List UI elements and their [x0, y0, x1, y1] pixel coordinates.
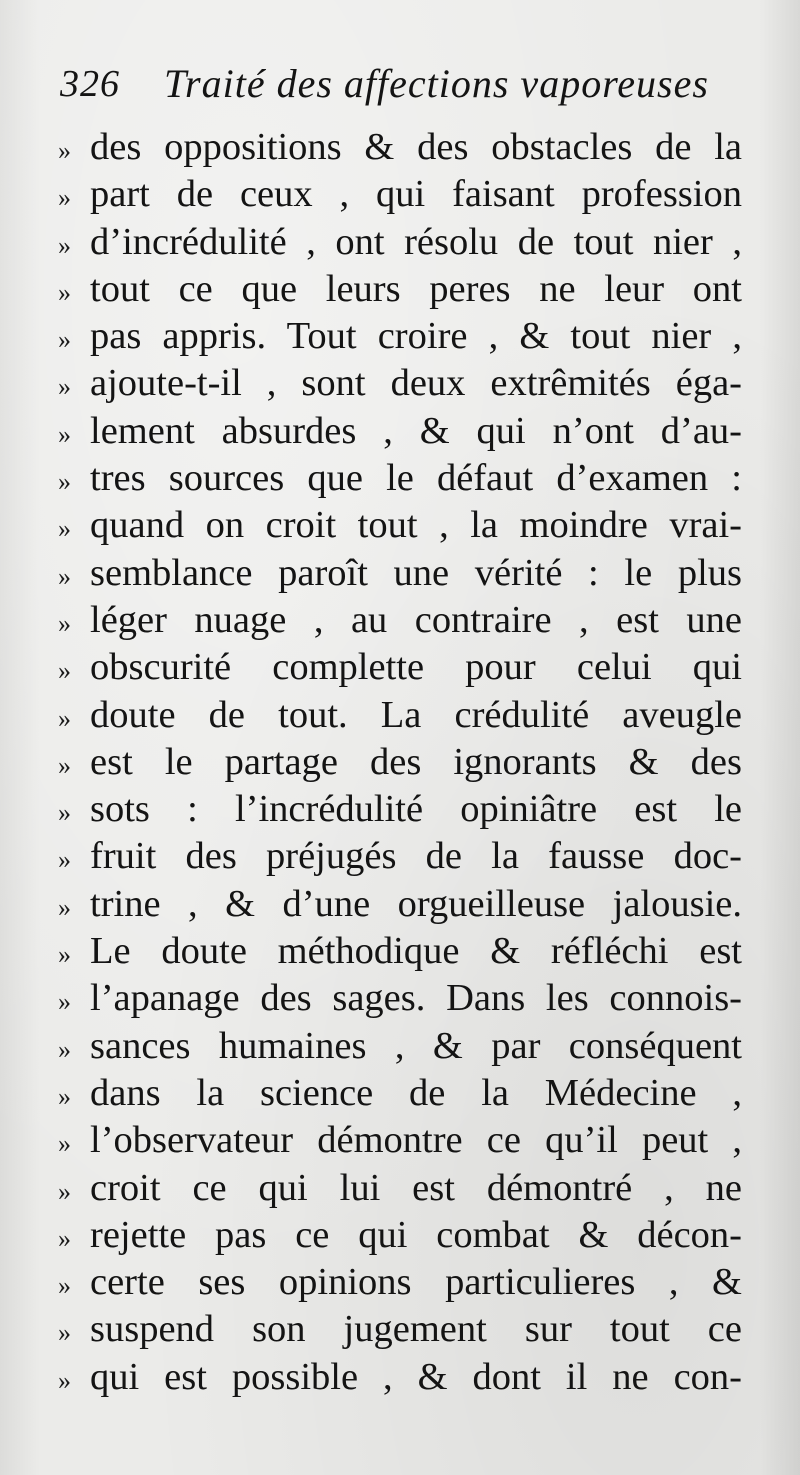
line-text: léger nuage , au contraire , est une: [90, 598, 742, 641]
quotation-mark: »: [58, 1034, 68, 1064]
quotation-mark: »: [58, 561, 68, 591]
text-line: [58, 928, 742, 975]
line-text: lement absurdes , & qui n’ont d’au-: [90, 409, 742, 452]
line-text: semblance paroît une vérité : le plus: [90, 551, 742, 594]
text-line: [58, 975, 742, 1022]
quotation-mark: »: [58, 277, 68, 307]
quotation-mark: »: [58, 656, 68, 686]
text-line: [58, 124, 742, 171]
line-text: obscurité complette pour celui qui: [90, 646, 742, 689]
line-text: l’observateur démontre ce qu’il peut ,: [90, 1119, 742, 1162]
quotation-mark: »: [58, 1129, 68, 1159]
line-text: pas appris. Tout croire , & tout nier ,: [90, 315, 742, 358]
text-line: [58, 692, 742, 739]
text-line: [58, 1354, 742, 1401]
text-line: [58, 408, 742, 455]
text-line: [58, 1117, 742, 1164]
line-text: ajoute-t-il , sont deux extrêmités éga-: [90, 362, 742, 405]
quotation-mark: »: [58, 845, 68, 875]
quotation-mark: »: [58, 703, 68, 733]
text-line: [58, 171, 742, 218]
line-text: sances humaines , & par conséquent: [90, 1024, 742, 1067]
line-text: part de ceux , qui faisant profession: [90, 173, 742, 216]
quotation-mark: »: [58, 372, 68, 402]
page-number: 326: [60, 63, 120, 105]
quotation-mark: »: [58, 183, 68, 213]
quotation-mark: »: [58, 467, 68, 497]
text-line: [58, 597, 742, 644]
quotation-mark: »: [58, 514, 68, 544]
quotation-mark: »: [58, 136, 68, 165]
quotation-mark: »: [58, 940, 68, 970]
text-line: [58, 1070, 742, 1117]
quotation-mark: »: [58, 750, 68, 780]
quotation-mark: »: [58, 230, 68, 260]
text-line: [58, 1212, 742, 1259]
quotation-mark: »: [58, 987, 68, 1017]
line-text: suspend son jugement sur tout ce: [90, 1308, 742, 1351]
line-text: croit ce qui lui est démontré , ne: [90, 1166, 742, 1209]
line-text: trine , & d’une orgueilleuse jalousie.: [90, 882, 742, 925]
line-text: dans la science de la Médecine ,: [90, 1071, 742, 1114]
quotation-mark: »: [58, 1081, 68, 1111]
text-line: [58, 502, 742, 549]
quotation-mark: »: [58, 798, 68, 828]
quotation-mark: »: [58, 1271, 68, 1301]
text-line: [58, 1306, 742, 1353]
running-title: Traité des affections vaporeuses: [164, 61, 709, 106]
text-line: [58, 833, 742, 880]
quotation-mark: »: [58, 608, 68, 638]
quotation-mark: »: [58, 1176, 68, 1206]
text-line: [58, 1259, 742, 1306]
line-text: tres sources que le défaut d’examen :: [90, 457, 742, 500]
page-header: [60, 54, 760, 114]
line-text: l’apanage des sages. Dans les connois-: [90, 977, 742, 1020]
quotation-mark: »: [58, 1365, 68, 1395]
text-line: [58, 881, 742, 928]
line-text: doute de tout. La crédulité aveugle: [90, 693, 742, 736]
line-text: Le doute méthodique & réfléchi est: [90, 930, 742, 973]
text-line: [58, 219, 742, 266]
line-text: quand on croit tout , la moindre vrai-: [90, 504, 742, 547]
line-text: tout ce que leurs peres ne leur ont: [90, 267, 742, 310]
text-line: [58, 360, 742, 407]
quotation-mark: »: [58, 1223, 68, 1253]
text-line: [58, 313, 742, 360]
text-line: [58, 1023, 742, 1070]
line-text: fruit des préjugés de la fausse doc-: [90, 835, 742, 878]
line-text: d’incrédulité , ont résolu de tout nier ,: [90, 220, 742, 263]
line-text: certe ses opinions particulieres , &: [90, 1261, 742, 1304]
text-line: [58, 266, 742, 313]
quotation-mark: »: [58, 419, 68, 449]
quotation-mark: »: [58, 892, 68, 922]
text-line: [58, 550, 742, 597]
quotation-mark: »: [58, 325, 68, 355]
text-line: [58, 739, 742, 786]
line-text: est le partage des ignorants & des: [90, 740, 742, 783]
text-line: [58, 455, 742, 502]
quotation-mark: »: [58, 1318, 68, 1348]
line-text: qui est possible , & dont il ne con-: [90, 1355, 742, 1398]
line-text: rejette pas ce qui combat & décon-: [90, 1213, 742, 1256]
text-line: [58, 1165, 742, 1212]
line-text: des oppositions & des obstacles de la: [90, 126, 742, 168]
text-line: [58, 786, 742, 833]
text-line: [58, 644, 742, 691]
body-text: [58, 124, 742, 1401]
line-text: sots : l’incrédulité opiniâtre est le: [90, 788, 742, 831]
